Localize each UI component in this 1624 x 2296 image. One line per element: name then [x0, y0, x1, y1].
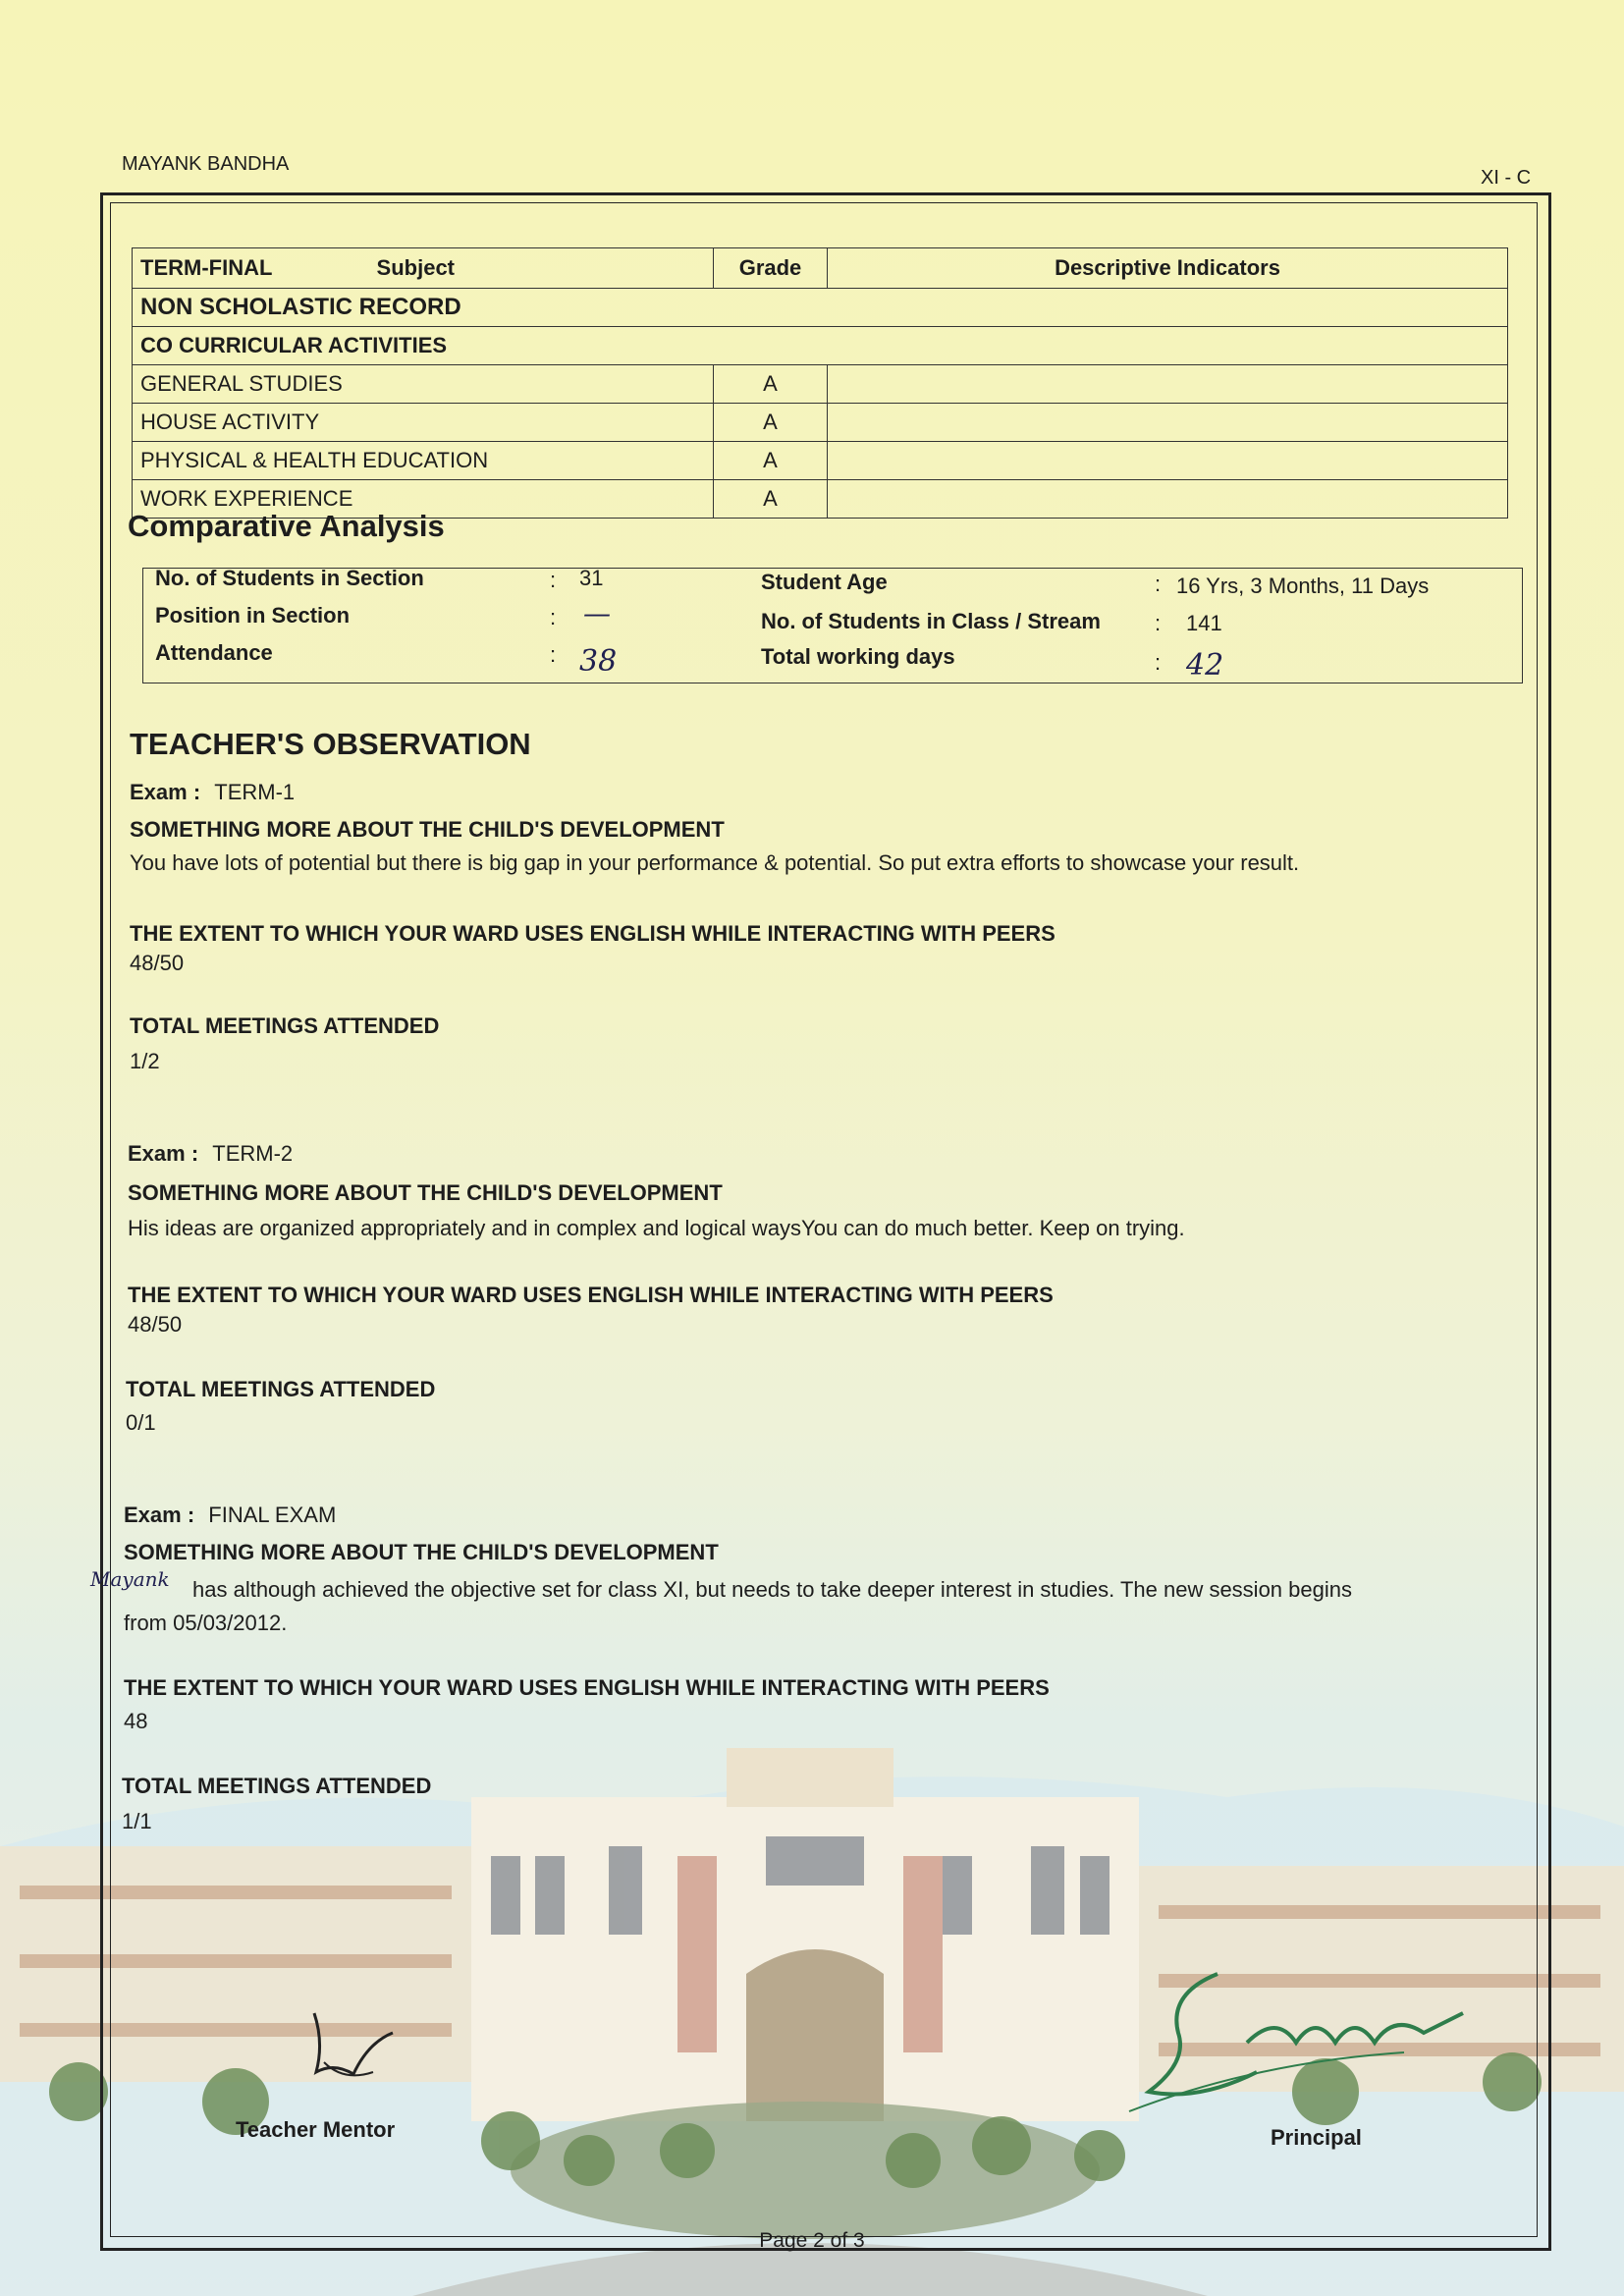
meetings-label: TOTAL MEETINGS ATTENDED — [122, 1774, 432, 1798]
working-days-value: 42 — [1186, 648, 1224, 683]
students-in-section-value: 31 — [579, 566, 604, 590]
page-number: Page 2 of 3 — [759, 2229, 865, 2252]
subject-header: Subject — [376, 255, 456, 280]
subject-cell: PHYSICAL & HEALTH EDUCATION — [133, 442, 714, 480]
principal-signature — [1110, 1954, 1483, 2131]
non-scholastic-table — [132, 247, 1508, 519]
comparative-analysis-title: Comparative Analysis — [128, 509, 445, 543]
indicator-cell — [828, 480, 1508, 519]
grade-cell: A — [714, 404, 828, 442]
exam-heading — [124, 1503, 336, 1528]
colon: : — [1155, 611, 1162, 635]
indicators-header: Descriptive Indicators — [828, 248, 1508, 289]
position-in-section-label: Position in Section — [155, 603, 351, 628]
colon: : — [1155, 572, 1162, 596]
meetings-label: TOTAL MEETINGS ATTENDED — [126, 1377, 436, 1401]
exam-heading — [128, 1141, 293, 1167]
exam-label: Exam : — [130, 780, 201, 804]
colon: : — [550, 568, 557, 592]
colon: : — [550, 642, 557, 667]
meetings-label: TOTAL MEETINGS ATTENDED — [130, 1013, 440, 1038]
students-in-class-value: 141 — [1186, 611, 1222, 635]
meetings-value: 0/1 — [126, 1410, 156, 1435]
development-label: SOMETHING MORE ABOUT THE CHILD'S DEVELOPMENT — [128, 1180, 723, 1205]
attendance-label: Attendance — [155, 640, 273, 665]
exam-heading — [130, 780, 295, 805]
non-scholastic-title: NON SCHOLASTIC RECORD — [133, 289, 1508, 327]
table-row — [133, 404, 1508, 442]
grade-header: Grade — [714, 248, 828, 289]
students-in-section-label: No. of Students in Section — [155, 566, 424, 590]
grade-cell: A — [714, 365, 828, 404]
term-header: TERM-FINAL — [140, 255, 273, 280]
subject-cell: WORK EXPERIENCE — [133, 480, 714, 519]
section-row — [133, 289, 1508, 327]
indicator-cell — [828, 365, 1508, 404]
position-in-section-value: — — [583, 597, 611, 629]
exam-label: Exam : — [124, 1503, 195, 1527]
table-header-row — [133, 248, 1508, 289]
development-text: His ideas are organized appropriately and in complex and logical waysYou can do much better. Keep on trying. — [128, 1216, 1185, 1240]
subsection-row — [133, 327, 1508, 365]
table-row — [133, 442, 1508, 480]
indicator-cell — [828, 442, 1508, 480]
table-row — [133, 365, 1508, 404]
colon: : — [1155, 650, 1162, 675]
student-class: XI - C — [1481, 167, 1532, 189]
attendance-value: 38 — [579, 644, 618, 679]
principal-label: Principal — [1271, 2125, 1362, 2150]
english-label: THE EXTENT TO WHICH YOUR WARD USES ENGLISH WHILE INTERACTING WITH PEERS — [130, 921, 1056, 946]
meetings-value: 1/2 — [130, 1049, 160, 1073]
development-label: SOMETHING MORE ABOUT THE CHILD'S DEVELOPMENT — [130, 817, 725, 842]
indicator-cell — [828, 404, 1508, 442]
meetings-value: 1/1 — [122, 1809, 152, 1833]
development-text: has although achieved the objective set for class XI, but needs to take deeper interest in studies. The new session begins — [192, 1577, 1352, 1602]
student-age-value: 16 Yrs, 3 Months, 11 Days — [1176, 574, 1430, 598]
english-label: THE EXTENT TO WHICH YOUR WARD USES ENGLISH WHILE INTERACTING WITH PEERS — [124, 1675, 1050, 1700]
grade-cell: A — [714, 480, 828, 519]
subject-cell: HOUSE ACTIVITY — [133, 404, 714, 442]
development-text-continued: from 05/03/2012. — [124, 1611, 288, 1635]
english-label: THE EXTENT TO WHICH YOUR WARD USES ENGLISH WHILE INTERACTING WITH PEERS — [128, 1283, 1054, 1307]
development-label: SOMETHING MORE ABOUT THE CHILD'S DEVELOPMENT — [124, 1540, 719, 1564]
english-value: 48 — [124, 1709, 148, 1733]
handwritten-student-name: Mayank — [90, 1567, 170, 1591]
teacher-signature — [295, 2003, 412, 2092]
colon: : — [550, 605, 557, 629]
teachers-observation-title: TEACHER'S OBSERVATION — [130, 727, 531, 761]
development-text: You have lots of potential but there is big gap in your performance & potential. So put extra efforts to showcase your result. — [130, 850, 1300, 875]
exam-name: FINAL EXAM — [208, 1503, 337, 1527]
co-curricular-title: CO CURRICULAR ACTIVITIES — [133, 327, 1508, 365]
grade-cell: A — [714, 442, 828, 480]
working-days-label: Total working days — [761, 644, 955, 669]
english-value: 48/50 — [130, 951, 185, 975]
students-in-class-label: No. of Students in Class / Stream — [761, 609, 1101, 633]
exam-name: TERM-1 — [214, 780, 296, 804]
english-value: 48/50 — [128, 1312, 183, 1337]
teacher-mentor-label: Teacher Mentor — [236, 2117, 396, 2142]
subject-cell: GENERAL STUDIES — [133, 365, 714, 404]
exam-name: TERM-2 — [212, 1141, 294, 1166]
student-name: MAYANK BANDHA — [122, 153, 290, 175]
student-age-label: Student Age — [761, 570, 888, 594]
exam-label: Exam : — [128, 1141, 199, 1166]
